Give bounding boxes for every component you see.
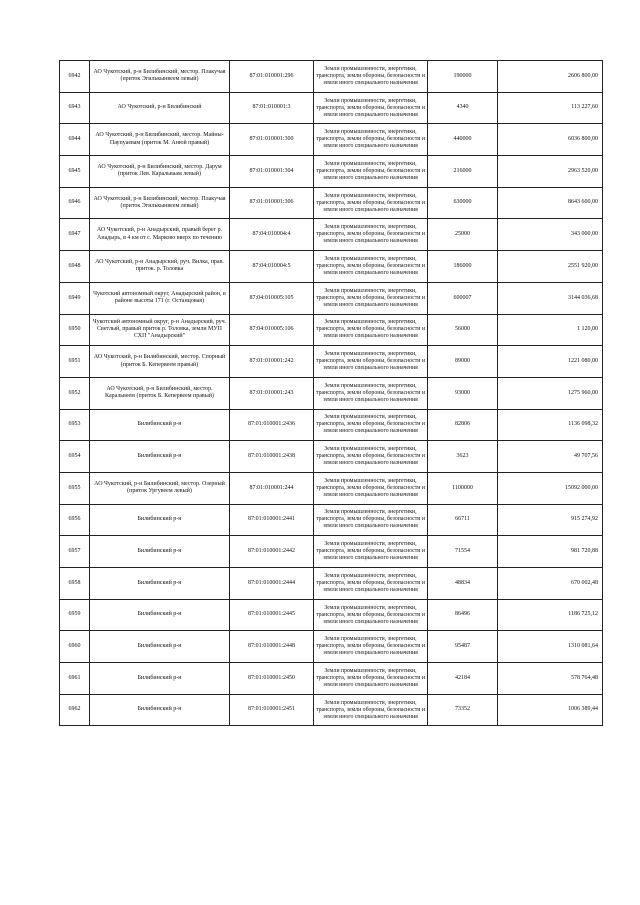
address-cell: Билибинский р-н: [90, 599, 230, 631]
table-row: [60, 409, 603, 441]
row-number-cell: 6959: [60, 599, 90, 631]
cadastral-number-cell: 87:01:010001:3: [230, 92, 314, 124]
land-category-cell: Земли промышленности, энергетики, транспорта, земли обороны, безопасности и земли иного специального назначения: [314, 156, 428, 188]
area-cell: 3623: [428, 441, 498, 473]
address-cell: Чукотский автономный округ, р-н Анадырский, руч. Светлый, правый приток р. Толовка, земли МУП СХП "Анадырский": [90, 314, 230, 346]
cadastral-number-cell: 87:01:010001:2451: [230, 694, 314, 726]
table-row: [60, 219, 603, 251]
row-number-cell: 6960: [60, 631, 90, 663]
row-number-cell: 6949: [60, 282, 90, 314]
cadastral-number-cell: 87:01:010001:2444: [230, 568, 314, 600]
area-cell: 82806: [428, 409, 498, 441]
row-number-cell: 6943: [60, 92, 90, 124]
address-cell: АО Чукотский, р-н Анадырский, правый берег р. Анадырь, в 4 км от с. Марково вверх по течению: [90, 219, 230, 251]
area-cell: 93000: [428, 377, 498, 409]
land-category-cell: Земли промышленности, энергетики, транспорта, земли обороны, безопасности и земли иного специального назначения: [314, 124, 428, 156]
table-body: [60, 61, 603, 726]
cadastral-number-cell: 87:01:010001:242: [230, 346, 314, 378]
cadastral-value-cell: 670 002,48: [498, 568, 603, 600]
table-row: [60, 156, 603, 188]
row-number-cell: 6944: [60, 124, 90, 156]
table-row: [60, 472, 603, 504]
land-registry-table: [59, 60, 603, 726]
address-cell: Чукотский автономный округ, Анадырский район, в районе высоты 171 (г. Останцовая): [90, 282, 230, 314]
land-category-cell: Земли промышленности, энергетики, транспорта, земли обороны, безопасности и земли иного специального назначения: [314, 568, 428, 600]
row-number-cell: 6942: [60, 61, 90, 93]
area-cell: 4340: [428, 92, 498, 124]
row-number-cell: 6962: [60, 694, 90, 726]
address-cell: Билибинский р-н: [90, 504, 230, 536]
cadastral-value-cell: 578 764,48: [498, 663, 603, 695]
table-row: [60, 377, 603, 409]
cadastral-number-cell: 87:04:010005:105: [230, 282, 314, 314]
land-category-cell: Земли промышленности, энергетики, транспорта, земли обороны, безопасности и земли иного специального назначения: [314, 694, 428, 726]
cadastral-number-cell: 87:01:010001:2436: [230, 409, 314, 441]
land-category-cell: Земли промышленности, энергетики, транспорта, земли обороны, безопасности и земли иного специального назначения: [314, 663, 428, 695]
cadastral-value-cell: 3144 036,68: [498, 282, 603, 314]
cadastral-number-cell: 87:01:010001:304: [230, 156, 314, 188]
land-category-cell: Земли промышленности, энергетики, транспорта, земли обороны, безопасности и земли иного специального назначения: [314, 314, 428, 346]
cadastral-number-cell: 87:01:010001:2438: [230, 441, 314, 473]
cadastral-value-cell: 2963 520,00: [498, 156, 603, 188]
cadastral-value-cell: 15092 000,00: [498, 472, 603, 504]
area-cell: 1100000: [428, 472, 498, 504]
cadastral-value-cell: 49 707,56: [498, 441, 603, 473]
cadastral-number-cell: 87:01:010001:244: [230, 472, 314, 504]
area-cell: 42184: [428, 663, 498, 695]
land-category-cell: Земли промышленности, энергетики, транспорта, земли обороны, безопасности и земли иного специального назначения: [314, 599, 428, 631]
cadastral-value-cell: 113 227,60: [498, 92, 603, 124]
cadastral-value-cell: 8643 600,00: [498, 187, 603, 219]
cadastral-value-cell: 1310 081,64: [498, 631, 603, 663]
area-cell: 95487: [428, 631, 498, 663]
cadastral-number-cell: 87:04:010005:106: [230, 314, 314, 346]
cadastral-value-cell: 981 720,88: [498, 536, 603, 568]
table-row: [60, 187, 603, 219]
row-number-cell: 6956: [60, 504, 90, 536]
cadastral-value-cell: 2606 800,00: [498, 61, 603, 93]
table-row: [60, 599, 603, 631]
area-cell: 25000: [428, 219, 498, 251]
table-row: [60, 282, 603, 314]
row-number-cell: 6953: [60, 409, 90, 441]
row-number-cell: 6951: [60, 346, 90, 378]
address-cell: АО Чукотский, р-н Билибинский, местор. Озерный (приток Ургувеем левый): [90, 472, 230, 504]
land-category-cell: Земли промышленности, энергетики, транспорта, земли обороны, безопасности и земли иного специального назначения: [314, 282, 428, 314]
address-cell: АО Чукотский, р-н Билибинский, местор. Дарум (приток Лев. Каральваам левый): [90, 156, 230, 188]
land-category-cell: Земли промышленности, энергетики, транспорта, земли обороны, безопасности и земли иного специального назначения: [314, 251, 428, 283]
address-cell: АО Чукотский, р-н Билибинский: [90, 92, 230, 124]
area-cell: 216000: [428, 156, 498, 188]
address-cell: Билибинский р-н: [90, 694, 230, 726]
row-number-cell: 6948: [60, 251, 90, 283]
row-number-cell: 6961: [60, 663, 90, 695]
table-row: [60, 536, 603, 568]
table-row: [60, 314, 603, 346]
address-cell: Билибинский р-н: [90, 536, 230, 568]
row-number-cell: 6954: [60, 441, 90, 473]
address-cell: Билибинский р-н: [90, 441, 230, 473]
row-number-cell: 6946: [60, 187, 90, 219]
land-category-cell: Земли промышленности, энергетики, транспорта, земли обороны, безопасности и земли иного специального назначения: [314, 536, 428, 568]
area-cell: 190000: [428, 61, 498, 93]
row-number-cell: 6952: [60, 377, 90, 409]
cadastral-value-cell: 915 274,92: [498, 504, 603, 536]
land-category-cell: Земли промышленности, энергетики, транспорта, земли обороны, безопасности и земли иного специального назначения: [314, 187, 428, 219]
land-category-cell: Земли промышленности, энергетики, транспорта, земли обороны, безопасности и земли иного специального назначения: [314, 409, 428, 441]
cadastral-value-cell: 343 000,00: [498, 219, 603, 251]
address-cell: АО Чукотский, р-н Анадырский, руч. Вилка, прав. приток. р. Толовка: [90, 251, 230, 283]
area-cell: 630000: [428, 187, 498, 219]
cadastral-value-cell: 1136 098,32: [498, 409, 603, 441]
area-cell: 66711: [428, 504, 498, 536]
table-row: [60, 61, 603, 93]
table-row: [60, 124, 603, 156]
table-row: [60, 92, 603, 124]
area-cell: 48834: [428, 568, 498, 600]
row-number-cell: 6950: [60, 314, 90, 346]
address-cell: Билибинский р-н: [90, 663, 230, 695]
area-cell: 56000: [428, 314, 498, 346]
cadastral-number-cell: 87:04:010004:5: [230, 251, 314, 283]
address-cell: АО Чукотский, р-н Билибинский, местор. Плакучая (приток Эгилькынвеем левый): [90, 187, 230, 219]
land-category-cell: Земли промышленности, энергетики, транспорта, земли обороны, безопасности и земли иного специального назначения: [314, 92, 428, 124]
land-category-cell: Земли промышленности, энергетики, транспорта, земли обороны, безопасности и земли иного специального назначения: [314, 631, 428, 663]
cadastral-number-cell: 87:01:010001:296: [230, 61, 314, 93]
cadastral-number-cell: 87:01:010001:2450: [230, 663, 314, 695]
table-row: [60, 251, 603, 283]
land-category-cell: Земли промышленности, энергетики, транспорта, земли обороны, безопасности и земли иного специального назначения: [314, 346, 428, 378]
table-row: [60, 441, 603, 473]
address-cell: Билибинский р-н: [90, 568, 230, 600]
area-cell: 89000: [428, 346, 498, 378]
land-category-cell: Земли промышленности, энергетики, транспорта, земли обороны, безопасности и земли иного специального назначения: [314, 219, 428, 251]
cadastral-number-cell: 87:01:010001:2448: [230, 631, 314, 663]
address-cell: АО Чукотский, р-н Билибинский, местор. Каральвеем (приток Б. Кепервеем правый): [90, 377, 230, 409]
table-row: [60, 663, 603, 695]
row-number-cell: 6955: [60, 472, 90, 504]
table-row: [60, 631, 603, 663]
cadastral-value-cell: 1221 080,00: [498, 346, 603, 378]
row-number-cell: 6945: [60, 156, 90, 188]
row-number-cell: 6947: [60, 219, 90, 251]
area-cell: 600007: [428, 282, 498, 314]
table-row: [60, 568, 603, 600]
land-category-cell: Земли промышленности, энергетики, транспорта, земли обороны, безопасности и земли иного специального назначения: [314, 504, 428, 536]
address-cell: Билибинский р-н: [90, 409, 230, 441]
address-cell: АО Чукотский, р-н Билибинский, местор. Майны-Паупуаевам (приток М. Анюй правый): [90, 124, 230, 156]
cadastral-value-cell: 1 120,00: [498, 314, 603, 346]
cadastral-number-cell: 87:01:010001:2441: [230, 504, 314, 536]
area-cell: 440000: [428, 124, 498, 156]
cadastral-value-cell: 6036 800,00: [498, 124, 603, 156]
area-cell: 73352: [428, 694, 498, 726]
address-cell: Билибинский р-н: [90, 631, 230, 663]
land-category-cell: Земли промышленности, энергетики, транспорта, земли обороны, безопасности и земли иного специального назначения: [314, 472, 428, 504]
cadastral-number-cell: 87:01:010001:300: [230, 124, 314, 156]
cadastral-number-cell: 87:01:010001:2442: [230, 536, 314, 568]
cadastral-number-cell: 87:01:010001:2445: [230, 599, 314, 631]
table-row: [60, 694, 603, 726]
land-category-cell: Земли промышленности, энергетики, транспорта, земли обороны, безопасности и земли иного специального назначения: [314, 441, 428, 473]
cadastral-value-cell: 1275 960,00: [498, 377, 603, 409]
land-category-cell: Земли промышленности, энергетики, транспорта, земли обороны, безопасности и земли иного специального назначения: [314, 377, 428, 409]
table-row: [60, 346, 603, 378]
cadastral-number-cell: 87:01:010001:243: [230, 377, 314, 409]
address-cell: АО Чукотский, р-н Билибинский, местор. Плакучая (приток Эгилькынвеем левый): [90, 61, 230, 93]
land-category-cell: Земли промышленности, энергетики, транспорта, земли обороны, безопасности и земли иного специального назначения: [314, 61, 428, 93]
row-number-cell: 6957: [60, 536, 90, 568]
cadastral-value-cell: 1006 389,44: [498, 694, 603, 726]
cadastral-number-cell: 87:01:010001:306: [230, 187, 314, 219]
area-cell: 186000: [428, 251, 498, 283]
cadastral-value-cell: 2551 920,00: [498, 251, 603, 283]
area-cell: 86496: [428, 599, 498, 631]
cadastral-number-cell: 87:04:010004:4: [230, 219, 314, 251]
cadastral-value-cell: 1186 725,12: [498, 599, 603, 631]
area-cell: 71554: [428, 536, 498, 568]
table-row: [60, 504, 603, 536]
row-number-cell: 6958: [60, 568, 90, 600]
address-cell: АО Чукотский, р-н Билибинский, местор. Спорный (приток Б. Кепервеем правый): [90, 346, 230, 378]
